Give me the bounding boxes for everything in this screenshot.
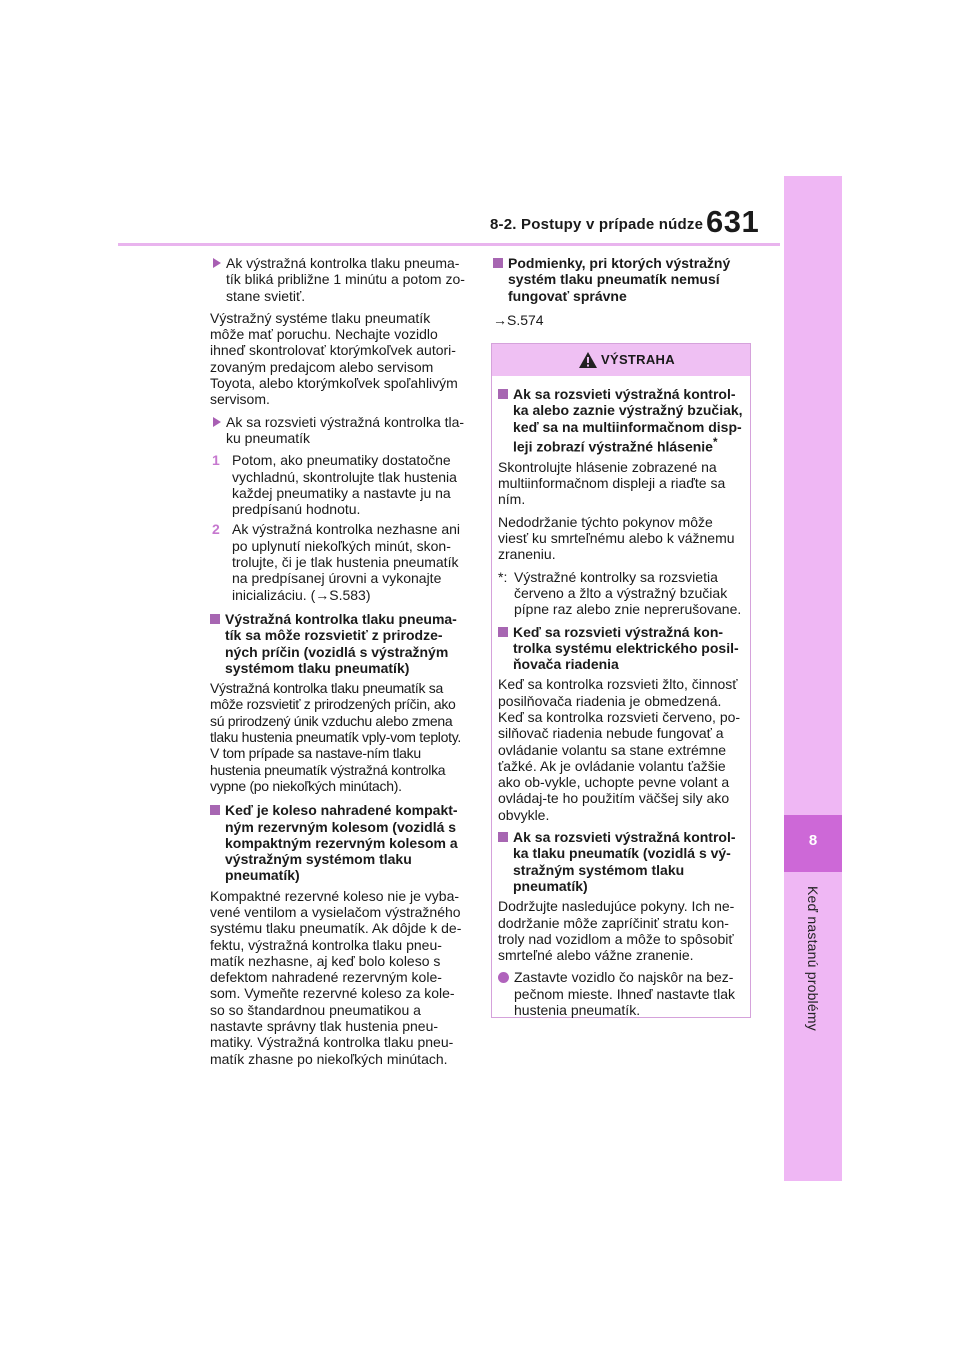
footnote-marker: * <box>712 435 718 449</box>
paragraph: Nedodržanie týchto pokynov môže viesť ku smrteľnému alebo k vážnemu zraneniu. <box>498 513 735 563</box>
footnote-mark: *: <box>498 568 508 585</box>
page-number: 631 <box>706 204 760 239</box>
dot-bullet-item: Zastavte vozidlo čo najskôr na bez-pečnom mieste. Ihneď nastavte tlak hustenia pneumatík. <box>498 969 744 1018</box>
subheading: Ak sa rozsvieti výstražná kontrol-ka alebo zaznie výstražný bzučiak, keď sa na multiinformačnom disp-leji zobrazí výstražné hlásenie* <box>498 386 744 455</box>
page-reference: →S.574 <box>493 311 544 328</box>
square-bullet-icon <box>498 832 508 842</box>
triangle-bullet-icon <box>213 258 221 268</box>
warning-body <box>492 376 750 1018</box>
warning-header <box>492 344 750 376</box>
warning-triangle-icon <box>578 351 598 369</box>
step-number: 2 <box>212 521 220 538</box>
paragraph: Keď sa kontrolka rozsvieti žlto, činnosť posilňovača riadenia je obmedzená. Keď sa kontrolka rozsvieti červeno, po-silňovač riadenia nebude fungovať a ovládanie volantu sa stane extrémne ťažké. Ak je ovládanie volantu ťažšie ako ob-vykle, uchopte pevne volant a ovládaj-te ho použitím väčšej sily ako obvykle. <box>498 676 741 823</box>
left-column <box>210 255 468 1073</box>
chapter-number: 8 <box>808 832 818 849</box>
square-bullet-icon <box>210 805 220 815</box>
paragraph: Dodržujte nasledujúce pokyny. Ich ne-dodržanie môže zapríčiniť stratu kon-troly nad vozidlom a môže to spôsobiť smrteľné alebo vážne zranenie. <box>498 898 735 964</box>
triangle-bullet-item: Ak výstražná kontrolka tlaku pneuma-tík bliká približne 1 minútu a potom zo-stane svietiť. <box>210 255 468 304</box>
subheading: Podmienky, pri ktorých výstražný systém tlaku pneumatík nemusí fungovať správne <box>493 255 755 304</box>
paragraph: Kompaktné rezervné koleso nie je vyba-vené ventilom a vysielačom výstražného systému tlaku pneumatík. Ak dôjde k de-fektu, výstražná kontrolka tlaku pneu-matík nezhasne, aj keď bolo koleso s defektom nahradené rezervným kole-som. Vymeňte rezervné koleso za kole-so so štandardnou pneumatikou a nastavte správny tlak hustenia pneu-matiky. Výstražná kontrolka tlaku pneu-matík zhasne po niekoľkých minútach. <box>210 887 462 1067</box>
square-bullet-icon <box>493 258 503 268</box>
footnote: *: Výstražné kontrolky sa rozsvietia červeno a žlto a výstražný bzučiak pípne raz alebo znie neprerušovane. <box>498 568 742 618</box>
square-bullet-icon <box>498 627 508 637</box>
paragraph: Výstražná kontrolka tlaku pneumatík sa môže rozsvietiť z prirodzených príčin, ako sú prirodzený únik vzduchu alebo zmena tlaku hustenia pneumatík vply-vom teploty. V tom prípade sa nastave-ním tlaku hustenia pneumatík výstražná kontrolka vypne (po niekoľkých minútach). <box>210 680 461 794</box>
right-column <box>493 255 755 336</box>
step-item: 1 Potom, ako pneumatiky dostatočne vychladnú, skontrolujte tlak hustenia každej pneumatiky a nastavte ju na predpísanú hodnotu. <box>212 452 457 518</box>
paragraph: Výstražný systéme tlaku pneumatík môže mať poruchu. Nechajte vozidlo ihneď skontrolovať ktorýmkoľvek autori-zovaným predajcom alebo servisom Toyota, alebo ktorýmkoľvek spoľahlivým servisom. <box>210 309 458 408</box>
square-bullet-icon <box>498 389 508 399</box>
header-rule <box>118 243 780 246</box>
square-bullet-icon <box>210 614 220 624</box>
circle-bullet-icon <box>498 972 509 983</box>
step-item: 2 Ak výstražná kontrolka nezhasne ani po uplynutí niekoľkých minút, skon-trolujte, či je tlak hustenia pneumatík na predpísanej úrovni a vykonajte inicializáciu. (→S.583) <box>212 521 461 603</box>
subheading: Keď sa rozsvieti výstražná kon-trolka systému elektrického posil-ňovača riadenia <box>498 624 744 673</box>
paragraph: Skontrolujte hlásenie zobrazené na multiinformačnom displeji a riaďte sa ním. <box>498 458 726 508</box>
triangle-bullet-item: Ak sa rozsvieti výstražná kontrolka tla-ku pneumatík <box>210 414 468 447</box>
subheading: Keď je koleso nahradené kompakt-ným rezervným kolesom (vozidlá s kompaktným rezervným kolesom a výstražným systémom tlaku pneumatík) <box>210 802 468 883</box>
triangle-bullet-icon <box>213 417 221 427</box>
section-title: 8-2. Postupy v prípade núdze <box>490 216 704 233</box>
warning-box <box>491 343 751 1018</box>
chapter-label: Keď nastanú problémy <box>805 886 821 1031</box>
step-number: 1 <box>212 452 220 469</box>
subheading: Ak sa rozsvieti výstražná kontrol-ka tlaku pneumatík (vozidlá s vý-stražným systémom tlaku pneumatík) <box>498 829 744 894</box>
warning-title: VÝSTRAHA <box>601 352 675 367</box>
subheading: Výstražná kontrolka tlaku pneuma-tík sa môže rozsvietiť z prirodze-ných príčin (vozidlá s výstražným systémom tlaku pneumatík) <box>210 611 468 676</box>
